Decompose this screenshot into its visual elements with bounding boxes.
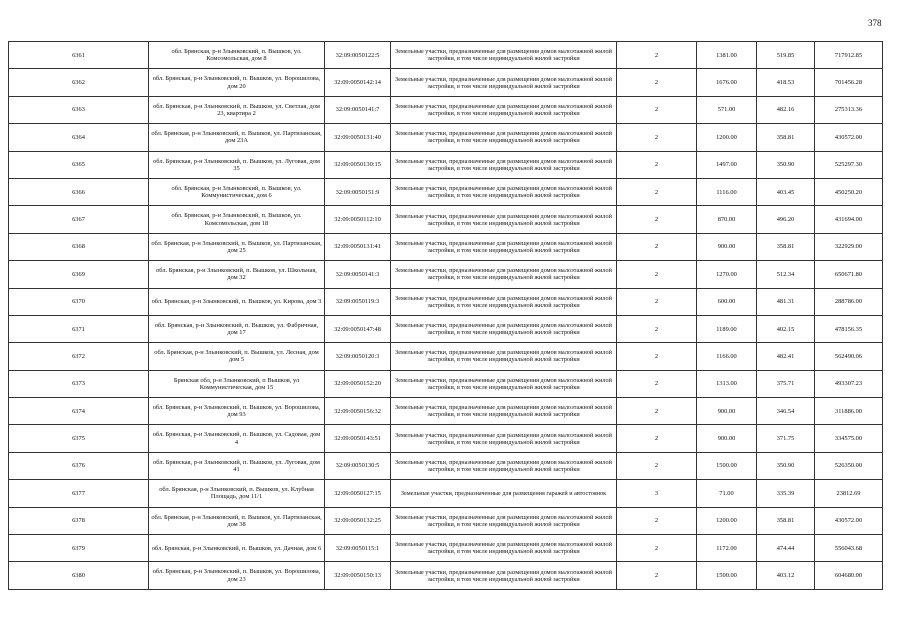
land-use-cell: Земельные участки, предназначенные для размещения домов малоэтажной жилой застройки, в том числе индивидуальной жилой застройки: [391, 425, 617, 452]
address-cell: Брянская обл, р-н Злынковский, п Вышков, ул Коммунистическая, дом 15: [149, 370, 325, 397]
row-number-cell: 6375: [9, 425, 149, 452]
area-cell: 1116.00: [697, 178, 757, 205]
row-number-cell: 6365: [9, 151, 149, 178]
cadastral-number-cell: 32:09:0050115:1: [325, 535, 391, 562]
land-use-cell: Земельные участки, предназначенные для размещения домов малоэтажной жилой застройки, в том числе индивидуальной жилой застройки: [391, 69, 617, 96]
cadastral-value-cell: 526350.00: [815, 452, 883, 479]
land-use-cell: Земельные участки, предназначенные для размещения домов малоэтажной жилой застройки, в том числе индивидуальной жилой застройки: [391, 124, 617, 151]
address-cell: обл. Брянская, р-н Злынковский, п. Вышков, ул. Партизанская, дом 25: [149, 233, 325, 260]
address-cell: обл. Брянская, р-н Злынковский, п. Вышков, ул. Фабричная, дом 17: [149, 315, 325, 342]
cadastral-number-cell: 32:09:0050156:32: [325, 398, 391, 425]
land-use-cell: Земельные участки, предназначенные для размещения домов малоэтажной жилой застройки, в том числе индивидуальной жилой застройки: [391, 452, 617, 479]
specific-value-cell: 335.39: [757, 480, 815, 507]
specific-value-cell: 350.90: [757, 452, 815, 479]
address-cell: обл. Брянская, р-н Злынковский, п. Вышков, ул. Кирова, дом 3: [149, 288, 325, 315]
specific-value-cell: 482.41: [757, 343, 815, 370]
land-use-cell: Земельные участки, предназначенные для размещения домов малоэтажной жилой застройки, в том числе индивидуальной жилой застройки: [391, 562, 617, 589]
table-row: [9, 96, 883, 123]
address-cell: обл. Брянская, р-н Злынковский, п. Вышков, ул. Партизанская, дом 23А: [149, 124, 325, 151]
cadastral-value-cell: 311886.00: [815, 398, 883, 425]
table-row: [9, 178, 883, 205]
group-cell: 2: [617, 398, 697, 425]
table-row: [9, 343, 883, 370]
table-row: [9, 370, 883, 397]
table-row: [9, 288, 883, 315]
land-use-cell: Земельные участки, предназначенные для размещения домов малоэтажной жилой застройки, в том числе индивидуальной жилой застройки: [391, 42, 617, 69]
address-cell: обл. Брянская, р-н Злынковский, п. Вышков, ул. Лесная, дом дом 5: [149, 343, 325, 370]
row-number-cell: 6376: [9, 452, 149, 479]
cadastral-number-cell: 32:09:0050152:20: [325, 370, 391, 397]
land-use-cell: Земельные участки, предназначенные для размещения домов малоэтажной жилой застройки, в том числе индивидуальной жилой застройки: [391, 288, 617, 315]
cadastral-number-cell: 32:09:0050119:3: [325, 288, 391, 315]
area-cell: 71.00: [697, 480, 757, 507]
land-use-cell: Земельные участки, предназначенные для размещения домов малоэтажной жилой застройки, в том числе индивидуальной жилой застройки: [391, 315, 617, 342]
row-number-cell: 6379: [9, 535, 149, 562]
area-cell: 1676.00: [697, 69, 757, 96]
row-number-cell: 6378: [9, 507, 149, 534]
specific-value-cell: 481.31: [757, 288, 815, 315]
address-cell: обл. Брянская, р-н Злынковский, п. Вышков, ул. Луговая, дом 41: [149, 452, 325, 479]
group-cell: 2: [617, 288, 697, 315]
group-cell: 2: [617, 343, 697, 370]
table-row: [9, 233, 883, 260]
row-number-cell: 6362: [9, 69, 149, 96]
cadastral-number-cell: 32:09:0050147:48: [325, 315, 391, 342]
area-cell: 1500.00: [697, 452, 757, 479]
cadastral-number-cell: 32:09:0050112:10: [325, 206, 391, 233]
address-cell: обл. Брянская, р-н Злынковский, п. Вышков, ул. Школьная, дом 32: [149, 261, 325, 288]
area-cell: 1166.00: [697, 343, 757, 370]
page-number: 378: [868, 18, 882, 28]
cadastral-number-cell: 32:09:0050122:5: [325, 42, 391, 69]
address-cell: обл. Брянская, р-н Злынковский, п. Вышков, ул. Комсомольская, дом 18: [149, 206, 325, 233]
address-cell: обл. Брянская, р-н Злынковский, п. Вышков, ул. Комсомольская, дом 8: [149, 42, 325, 69]
cadastral-value-cell: 525297.30: [815, 151, 883, 178]
area-cell: 1313.00: [697, 370, 757, 397]
cadastral-number-cell: 32:09:0050151:9: [325, 178, 391, 205]
specific-value-cell: 482.16: [757, 96, 815, 123]
cadastral-value-cell: 556043.68: [815, 535, 883, 562]
area-cell: 1381.00: [697, 42, 757, 69]
row-number-cell: 6371: [9, 315, 149, 342]
cadastral-value-cell: 604680.00: [815, 562, 883, 589]
cadastral-number-cell: 32:09:0050143:51: [325, 425, 391, 452]
row-number-cell: 6364: [9, 124, 149, 151]
cadastral-value-cell: 478156.35: [815, 315, 883, 342]
land-use-cell: Земельные участки, предназначенные для размещения домов малоэтажной жилой застройки, в том числе индивидуальной жилой застройки: [391, 206, 617, 233]
table-row: [9, 507, 883, 534]
specific-value-cell: 375.71: [757, 370, 815, 397]
cadastral-value-cell: 23812.69: [815, 480, 883, 507]
address-cell: обл. Брянская, р-н Злынковский, п. Вышков, ул. Светлая, дом 23, квартира 2: [149, 96, 325, 123]
land-use-cell: Земельные участки, предназначенные для размещения гаражей и автостоянок: [391, 480, 617, 507]
group-cell: 2: [617, 206, 697, 233]
group-cell: 2: [617, 425, 697, 452]
area-cell: 1200.00: [697, 507, 757, 534]
specific-value-cell: 358.81: [757, 124, 815, 151]
row-number-cell: 6374: [9, 398, 149, 425]
area-cell: 600.00: [697, 288, 757, 315]
row-number-cell: 6367: [9, 206, 149, 233]
area-cell: 900.00: [697, 233, 757, 260]
cadastral-value-cell: 334575.00: [815, 425, 883, 452]
specific-value-cell: 371.75: [757, 425, 815, 452]
address-cell: обл. Брянская, р-н Злынковский, п. Вышков, ул. Ворошилова, дом 23: [149, 562, 325, 589]
table-row: [9, 452, 883, 479]
specific-value-cell: 402.15: [757, 315, 815, 342]
address-cell: обл. Брянская, р-н Злынковский, п. Вышков, ул. Луговая, дом 35: [149, 151, 325, 178]
cadastral-value-cell: 288786.00: [815, 288, 883, 315]
land-use-cell: Земельные участки, предназначенные для размещения домов малоэтажной жилой застройки, в том числе индивидуальной жилой застройки: [391, 507, 617, 534]
cadastral-value-cell: 717912.85: [815, 42, 883, 69]
cadastral-number-cell: 32:09:0050130:15: [325, 151, 391, 178]
cadastral-value-cell: 562490.06: [815, 343, 883, 370]
cadastral-value-cell: 430572.00: [815, 124, 883, 151]
row-number-cell: 6361: [9, 42, 149, 69]
group-cell: 2: [617, 233, 697, 260]
group-cell: 2: [617, 96, 697, 123]
group-cell: 2: [617, 69, 697, 96]
area-cell: 1497.00: [697, 151, 757, 178]
specific-value-cell: 474.44: [757, 535, 815, 562]
cadastral-value-cell: 450250.20: [815, 178, 883, 205]
row-number-cell: 6366: [9, 178, 149, 205]
cadastral-value-cell: 701456.28: [815, 69, 883, 96]
row-number-cell: 6373: [9, 370, 149, 397]
cadastral-number-cell: 32:09:0050142:14: [325, 69, 391, 96]
land-use-cell: Земельные участки, предназначенные для размещения домов малоэтажной жилой застройки, в том числе индивидуальной жилой застройки: [391, 343, 617, 370]
specific-value-cell: 350.90: [757, 151, 815, 178]
specific-value-cell: 346.54: [757, 398, 815, 425]
cadastral-value-cell: 493307.23: [815, 370, 883, 397]
group-cell: 3: [617, 480, 697, 507]
cadastral-number-cell: 32:09:0050141:3: [325, 261, 391, 288]
address-cell: обл. Брянская, р-н Злынковский, п. Вышков, ул. Клубная Площадь, дом 11/1: [149, 480, 325, 507]
address-cell: обл. Брянская, р-н Злынковский, п. Вышков, ул. Ворошилова, дом 93: [149, 398, 325, 425]
cadastral-value-cell: 431694.00: [815, 206, 883, 233]
table-body: [9, 42, 883, 590]
cadastral-value-table: [8, 41, 883, 590]
cadastral-number-cell: 32:09:0050131:41: [325, 233, 391, 260]
land-use-cell: Земельные участки, предназначенные для размещения домов малоэтажной жилой застройки, в том числе индивидуальной жилой застройки: [391, 233, 617, 260]
specific-value-cell: 358.81: [757, 233, 815, 260]
area-cell: 870.00: [697, 206, 757, 233]
area-cell: 1172.00: [697, 535, 757, 562]
cadastral-value-cell: 322929.00: [815, 233, 883, 260]
group-cell: 2: [617, 370, 697, 397]
group-cell: 2: [617, 261, 697, 288]
group-cell: 2: [617, 452, 697, 479]
land-use-cell: Земельные участки, предназначенные для размещения домов малоэтажной жилой застройки, в том числе индивидуальной жилой застройки: [391, 535, 617, 562]
specific-value-cell: 496.20: [757, 206, 815, 233]
cadastral-number-cell: 32:09:0050141:7: [325, 96, 391, 123]
group-cell: 2: [617, 562, 697, 589]
row-number-cell: 6368: [9, 233, 149, 260]
table-row: [9, 42, 883, 69]
area-cell: 1500.00: [697, 562, 757, 589]
land-use-cell: Земельные участки, предназначенные для размещения домов малоэтажной жилой застройки, в том числе индивидуальной жилой застройки: [391, 398, 617, 425]
table-row: [9, 124, 883, 151]
cadastral-number-cell: 32:09:0050130:5: [325, 452, 391, 479]
table-row: [9, 151, 883, 178]
cadastral-number-cell: 32:09:0050120:3: [325, 343, 391, 370]
row-number-cell: 6377: [9, 480, 149, 507]
land-use-cell: Земельные участки, предназначенные для размещения домов малоэтажной жилой застройки, в том числе индивидуальной жилой застройки: [391, 370, 617, 397]
cadastral-number-cell: 32:09:0050127:15: [325, 480, 391, 507]
area-cell: 1270.00: [697, 261, 757, 288]
table-row: [9, 315, 883, 342]
group-cell: 2: [617, 124, 697, 151]
cadastral-value-cell: 275313.36: [815, 96, 883, 123]
specific-value-cell: 418.53: [757, 69, 815, 96]
area-cell: 1200.00: [697, 124, 757, 151]
table-row: [9, 562, 883, 589]
cadastral-number-cell: 32:09:0050150:13: [325, 562, 391, 589]
group-cell: 2: [617, 178, 697, 205]
table-row: [9, 261, 883, 288]
specific-value-cell: 358.81: [757, 507, 815, 534]
cadastral-number-cell: 32:09:0050131:40: [325, 124, 391, 151]
area-cell: 1189.00: [697, 315, 757, 342]
group-cell: 2: [617, 535, 697, 562]
table-row: [9, 425, 883, 452]
address-cell: обл. Брянская, р-н Злынковский, п. Вышков, ул. Садовая, дом 4: [149, 425, 325, 452]
row-number-cell: 6370: [9, 288, 149, 315]
table-row: [9, 535, 883, 562]
address-cell: обл. Брянская, р-н Злынковский, п. Вышков, ул. Партизанская, дом 38: [149, 507, 325, 534]
specific-value-cell: 512.34: [757, 261, 815, 288]
area-cell: 900.00: [697, 398, 757, 425]
cadastral-value-cell: 430572.00: [815, 507, 883, 534]
group-cell: 2: [617, 42, 697, 69]
land-use-cell: Земельные участки, предназначенные для размещения домов малоэтажной жилой застройки, в том числе индивидуальной жилой застройки: [391, 261, 617, 288]
group-cell: 2: [617, 315, 697, 342]
table-row: [9, 206, 883, 233]
area-cell: 900.00: [697, 425, 757, 452]
area-cell: 571.00: [697, 96, 757, 123]
table-row: [9, 398, 883, 425]
table-row: [9, 69, 883, 96]
cadastral-value-cell: 650671.80: [815, 261, 883, 288]
cadastral-number-cell: 32:09:0050132:25: [325, 507, 391, 534]
land-use-cell: Земельные участки, предназначенные для размещения домов малоэтажной жилой застройки, в том числе индивидуальной жилой застройки: [391, 178, 617, 205]
specific-value-cell: 403.12: [757, 562, 815, 589]
group-cell: 2: [617, 151, 697, 178]
row-number-cell: 6372: [9, 343, 149, 370]
address-cell: обл. Брянская, р-н Злынковский, п. Вышков, ул. Дачная, дом 6: [149, 535, 325, 562]
address-cell: обл. Брянская, р-н Злынковский, п. Вышков, ул. Коммунистическая, дом 6: [149, 178, 325, 205]
specific-value-cell: 519.85: [757, 42, 815, 69]
table-row: [9, 480, 883, 507]
address-cell: обл. Брянская, р-н Злынковский, п. Вышков, ул. Ворошилова, дом 20: [149, 69, 325, 96]
row-number-cell: 6380: [9, 562, 149, 589]
row-number-cell: 6363: [9, 96, 149, 123]
land-use-cell: Земельные участки, предназначенные для размещения домов малоэтажной жилой застройки, в том числе индивидуальной жилой застройки: [391, 96, 617, 123]
row-number-cell: 6369: [9, 261, 149, 288]
group-cell: 2: [617, 507, 697, 534]
specific-value-cell: 403.45: [757, 178, 815, 205]
land-use-cell: Земельные участки, предназначенные для размещения домов малоэтажной жилой застройки, в том числе индивидуальной жилой застройки: [391, 151, 617, 178]
